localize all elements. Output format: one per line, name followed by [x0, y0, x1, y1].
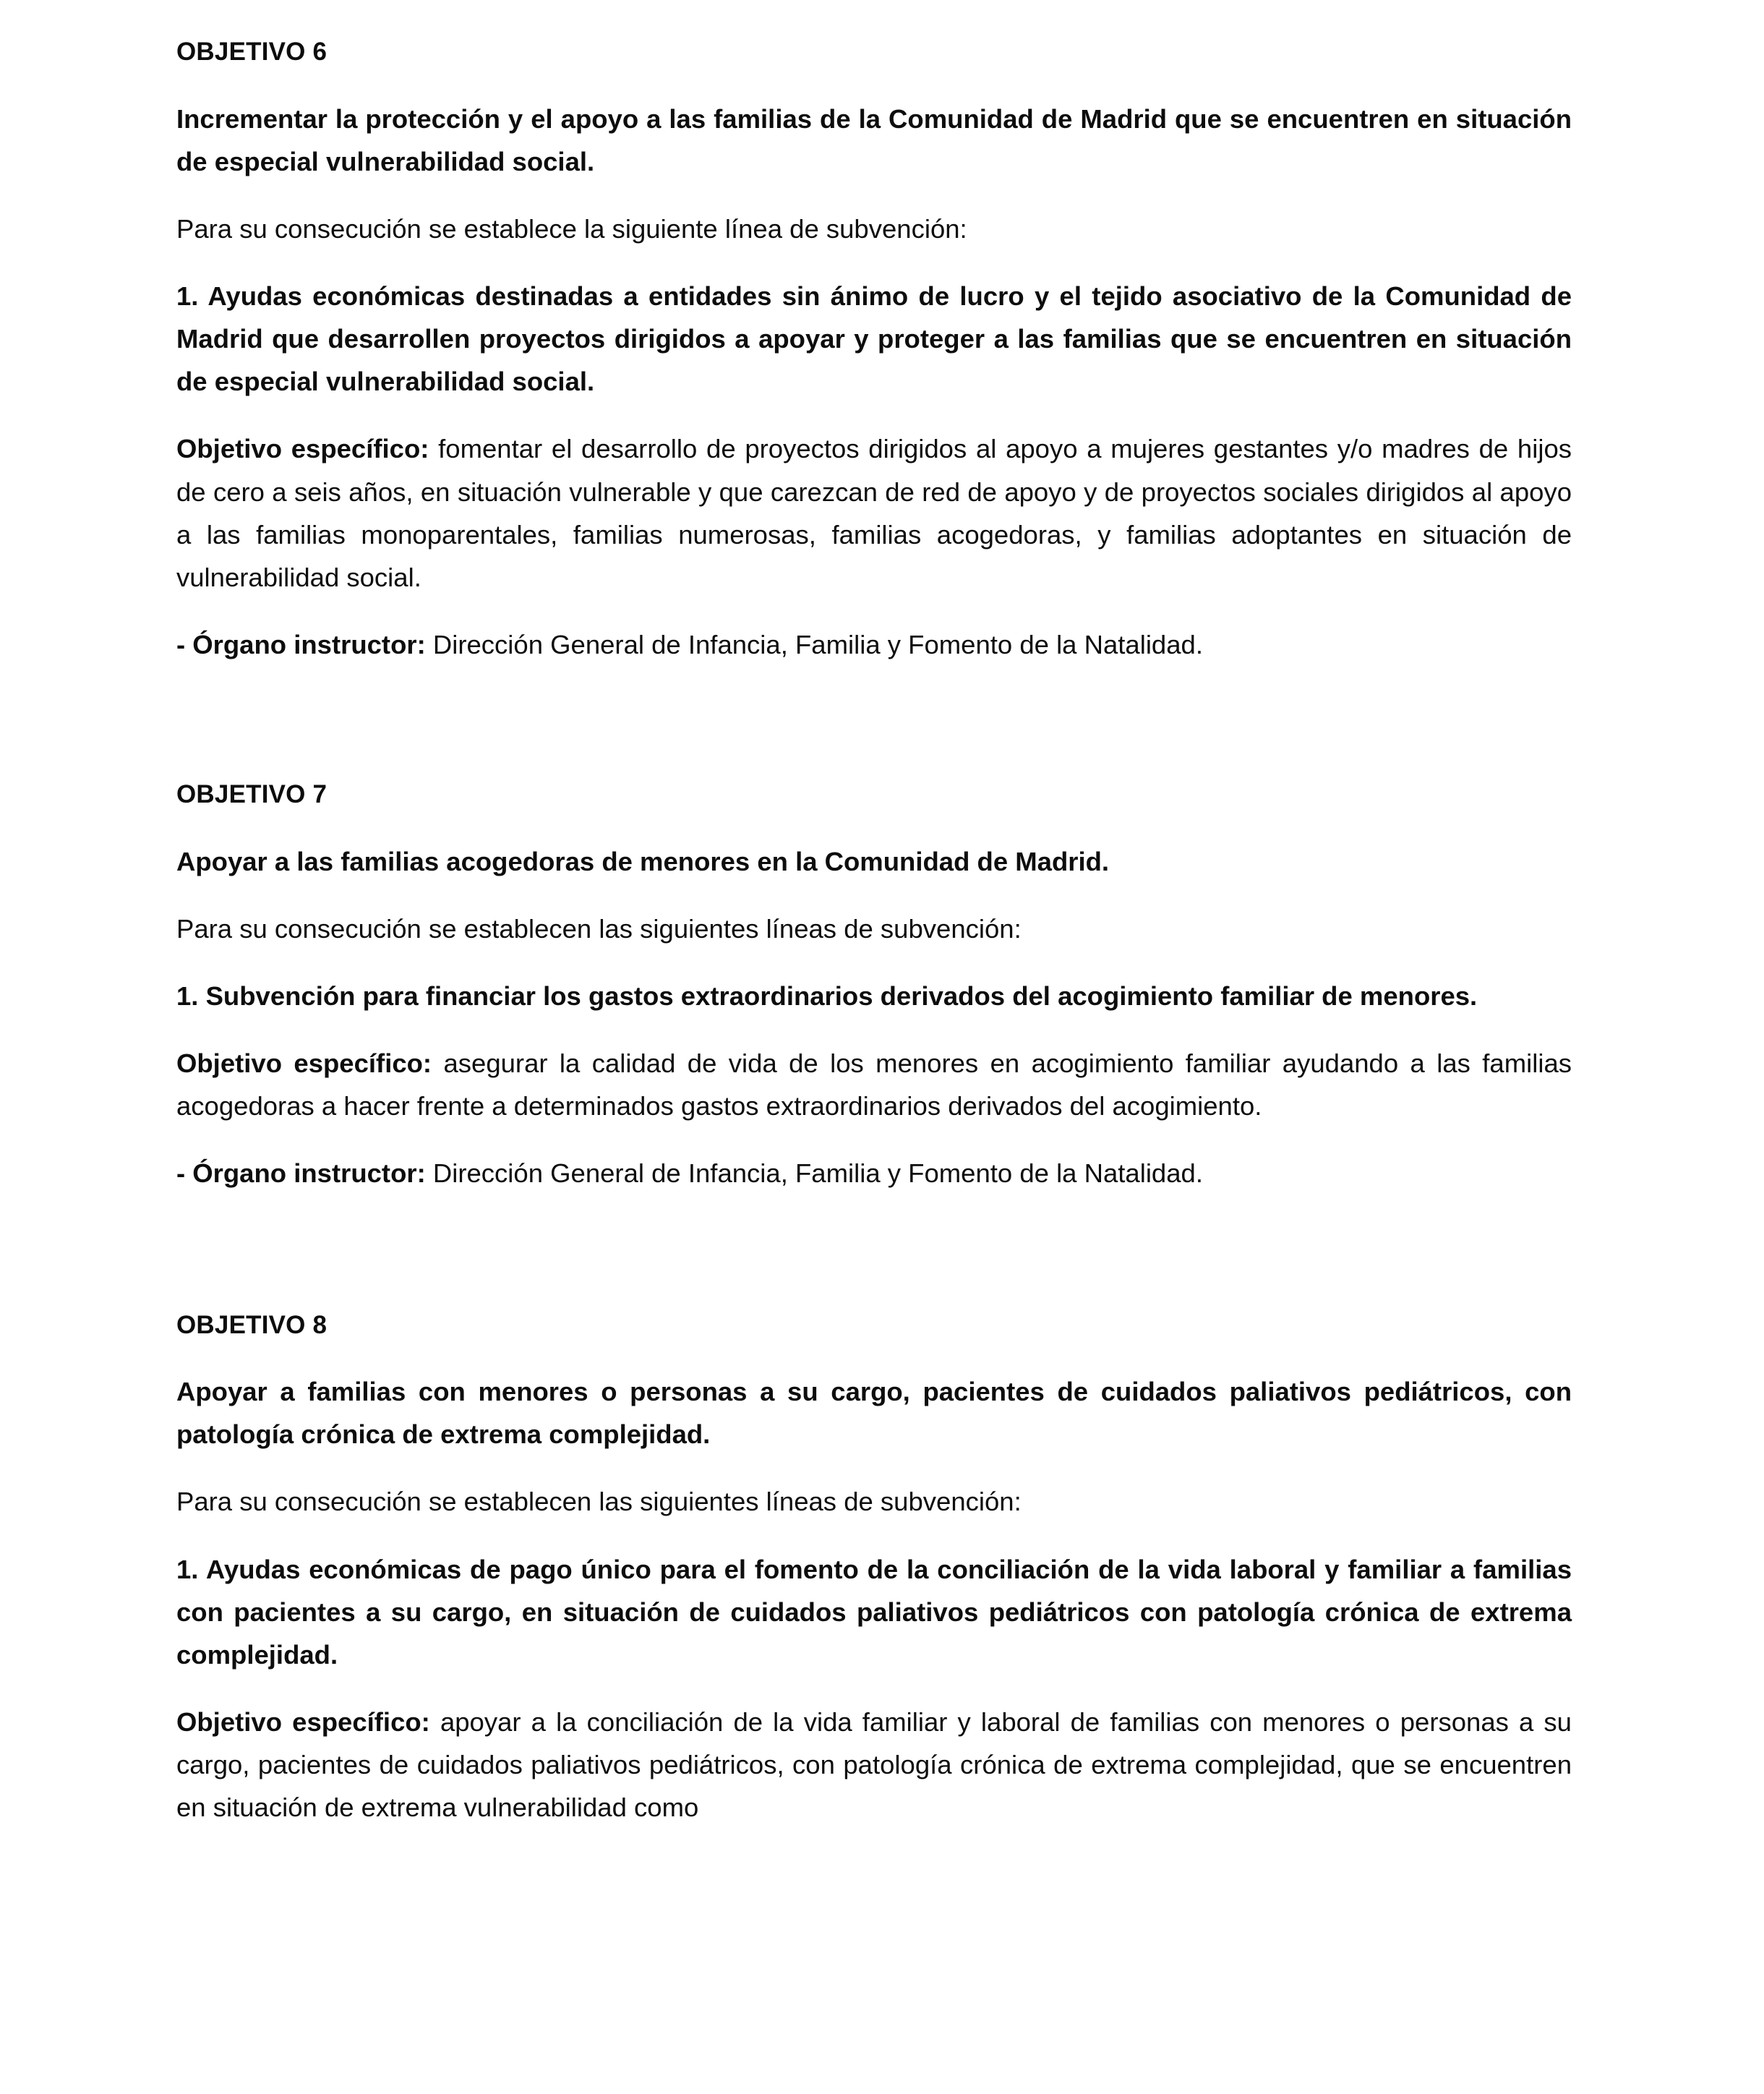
document-content [176, 32, 1572, 1829]
section-objective-objetivo-7 [176, 1042, 1572, 1127]
objective-text: asegurar la calidad de vida de los menores en acogimiento familiar ayudando a las familias acogedoras a hacer frente a determinados gastos extraordinarios derivados del acogimiento. [176, 1048, 1572, 1121]
section-title-objetivo-7: Apoyar a las familias acogedoras de menores en la Comunidad de Madrid. [176, 846, 1110, 876]
section-objective-objetivo-6 [176, 427, 1572, 599]
section-heading-objetivo-8: OBJETIVO 8 [176, 1310, 327, 1339]
section-intro-objetivo-7: Para su consecución se establecen las siguientes líneas de subvención: [176, 913, 1022, 944]
section-line-item-objetivo-8: 1. Ayudas económicas de pago único para el fomento de la conciliación de la vida laboral y familiar a familias con pacientes a su cargo, en situación de cuidados paliativos pediátricos con patología crónica de extrema complejidad. [176, 1554, 1572, 1670]
organ-text: Dirección General de Infancia, Familia y Fomento de la Natalidad. [425, 629, 1203, 659]
section-title-objetivo-8: Apoyar a familias con menores o personas a su cargo, pacientes de cuidados paliativos pediátricos, con patología crónica de extrema complejidad. [176, 1377, 1572, 1450]
objective-text: apoyar a la conciliación de la vida familiar y laboral de familias con menores o personas a su cargo, pacientes de cuidados paliativos pediátricos, con patología crónica de extrema complejidad, que se encuentren en situación de extrema vulnerabilidad como [176, 1706, 1572, 1823]
section-title-objetivo-6: Incrementar la protección y el apoyo a las familias de la Comunidad de Madrid que se encuentren en situación de especial vulnerabilidad social. [176, 103, 1572, 176]
objective-label: Objetivo específico: [176, 434, 429, 464]
section-intro-objetivo-6: Para su consecución se establece la siguiente línea de subvención: [176, 213, 967, 244]
objective-label: Objetivo específico: [176, 1048, 432, 1079]
section-organ-objetivo-7 [176, 1152, 1572, 1195]
organ-text: Dirección General de Infancia, Familia y Fomento de la Natalidad. [425, 1158, 1203, 1189]
section-intro-objetivo-8: Para su consecución se establecen las siguientes líneas de subvención: [176, 1487, 1022, 1517]
section-heading-objetivo-7: OBJETIVO 7 [176, 780, 327, 809]
section-line-item-objetivo-6: 1. Ayudas económicas destinadas a entidades sin ánimo de lucro y el tejido asociativo de la Comunidad de Madrid que desarrollen proyectos dirigidos a apoyar y proteger a las familias que se encuentren en situación de especial vulnerabilidad social. [176, 281, 1572, 397]
objective-text: fomentar el desarrollo de proyectos dirigidos al apoyo a mujeres gestantes y/o madres de hijos de cero a seis años, en situación vulnerable y que carezcan de red de apoyo y de proyectos sociales dirigidos al apoyo a las familias monoparentales, familias numerosas, familias acogedoras, y familias adoptantes en situación de vulnerabilidad social. [176, 434, 1572, 592]
section-organ-objetivo-6 [176, 623, 1572, 666]
section-line-item-objetivo-7: 1. Subvención para financiar los gastos extraordinarios derivados del acogimiento familiar de menores. [176, 981, 1478, 1011]
section-objective-objetivo-8 [176, 1701, 1572, 1829]
objective-label: Objetivo específico: [176, 1706, 430, 1737]
organ-label: - Órgano instructor: [176, 629, 426, 659]
organ-label: - Órgano instructor: [176, 1158, 426, 1189]
section-heading-objetivo-6: OBJETIVO 6 [176, 38, 327, 66]
